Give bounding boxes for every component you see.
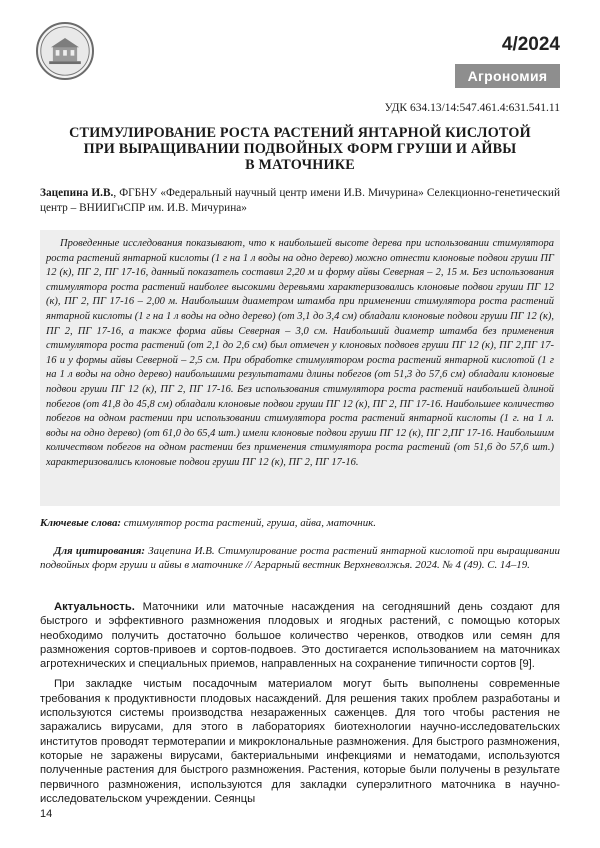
paragraph-text: Маточники или маточные насаждения на сегодняшний день создают для быстрого и эффективного размножения плодовых и ягодных растений, с помощью которых необходимо получить достаточно большое количество черенков, отводков или семян для размножения сортов-привоев и сортов-подвоев. Это достигается использованием на маточниках агротехнических и специальных приемов, направленных на сохранение типичности сортов [9]. xyxy=(40,601,560,670)
article-title xyxy=(40,125,560,173)
article-body xyxy=(40,600,560,812)
abstract: Проведенные исследования показывают, что к наибольшей высоте дерева при использовании стимулятора роста растений янтарной кислоты (1 г на 1 л воды на одно дерево) можно отнести клоновые подвои груши ПГ 12 (к), ПГ 2, ПГ 17-16, данный показатель составил 2,20 м и форму айвы Северная – 2, 15 м. Без использования стимулятора роста растений наиболее высокими деревьями характеризовались клоновые подвои груши ПГ 12 (к), ПГ 2, ПГ 17-16 – 2,00 м. Наибольшим диаметром штамба при применении стимулятора роста растений янтарной кислоты (1 г на 1 л воды на одно дерево) (от 3,1 до 3,4 см) обладали клоновые подвои груши ПГ 12 (к), ПГ 2, ПГ 17-16, а также форма айвы Северная – 3,0 см. Наибольший диаметр штамба без применения стимулятора роста растений (от 2,1 до 2,6 см) был отмечен у клоновых подвоев груши ПГ 12 (к), ПГ 2,ПГ 17-16 и у формы айвы Северной – 2,5 см. При обработке стимулятором роста растений янтарной кислотой (1 г на 1 л воды на одно дерево) наибольшими результатами длины побегов (от 51,3 до 57,6 см) обладали клоновые подвои груши ПГ 12 (к), ПГ 2, ПГ 17-16. Без использования стимулятора роста растений наибольшей длиной побегов (от 41,8 до 45,8 см) обладали клоновые подвои груши ПГ 12 (к), ПГ 2, ПГ 17-16. Наибольшее количество побегов на одном растении при использовании стимулятора роста растений янтарной кислоты (1 г. на 1 л. воды на одно дерево) (от 61,0 до 65,4 шт.) имели клоновые подвои груши ПГ 12 (к), ПГ 2,ПГ 17-16. Наибольшим количеством побегов на одном растении без применения стимулятора роста растений (от 51,6 до 57,6 шт.) характеризовались клоновые подвои груши ПГ 12 (к), ПГ 2, ПГ 17-16. xyxy=(40,230,560,506)
paragraph: При закладке чистым посадочным материалом могут быть выполнены современные требования к продуктивности плодовых насаждений. Для решения таких проблем разработаны и используются системы производства незараженных саженцев. Для того чтобы растения не заражались вирусами, для этого в лабораториях биотехнологии научно-исследовательских институтов проводят термотерапии и микроклональные размножения. Для быстрого размножения, которые не заражены вирусами, бактериальными инфекциями и нематодами, используются полученные растения для быстрого размножения. Растения, которые были получены в результате первичного размножения, используются для закладки суперэлитного маточника в научно-исследовательском учреждении. Сеянцы xyxy=(40,677,560,806)
udk-code: УДК 634.13/14:547.461.4:631.541.11 xyxy=(385,102,560,114)
title-line: ПРИ ВЫРАЩИВАНИИ ПОДВОЙНЫХ ФОРМ ГРУШИ И АЙВЫ xyxy=(40,141,560,157)
section-heading: Актуальность. xyxy=(54,601,135,613)
paragraph xyxy=(40,600,560,671)
citation-text: Зацепина И.В. Стимулирование роста растений янтарной кислотой при выращивании подвойных форм груши и айвы в маточнике // Аграрный вестник Верхневолжья. 2024. № 4 (49). С. 14–19. xyxy=(40,545,560,571)
title-line: СТИМУЛИРОВАНИЕ РОСТА РАСТЕНИЙ ЯНТАРНОЙ КИСЛОТОЙ xyxy=(40,125,560,141)
title-line: В МАТОЧНИКЕ xyxy=(40,157,560,173)
citation xyxy=(40,544,560,572)
keywords-label: Ключевые слова: xyxy=(40,517,121,529)
author-name: Зацепина И.В. xyxy=(40,187,113,199)
keywords xyxy=(40,516,560,530)
page-number: 14 xyxy=(40,808,52,820)
author-affiliation: , ФГБНУ «Федеральный научный центр имени И.В. Мичурина» Селекционно-генетический центр – ВНИИГиСПР им. И.В. Мичурина» xyxy=(40,187,560,214)
keywords-text: стимулятор роста растений, груша, айва, маточник. xyxy=(121,517,376,529)
citation-label: Для цитирования: xyxy=(54,545,145,557)
issue-number: 4/2024 xyxy=(502,34,560,56)
journal-logo-icon xyxy=(38,24,92,78)
author-block xyxy=(40,186,560,216)
section-label: Агрономия xyxy=(455,64,560,88)
journal-logo xyxy=(36,22,94,80)
